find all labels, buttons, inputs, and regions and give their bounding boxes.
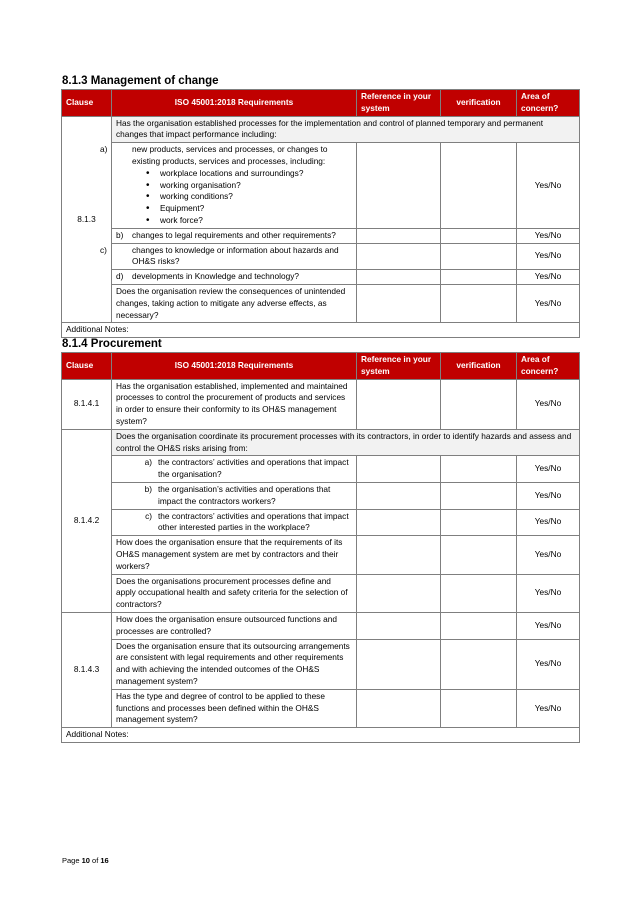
concern-cell[interactable]: Yes/No (517, 270, 580, 285)
concern-cell[interactable]: Yes/No (517, 284, 580, 322)
reference-cell[interactable] (357, 243, 441, 270)
requirement-8141: Has the organisation established, implemented and maintained processes to control the procurement of products and services in order to ensure their conformity to its OH&S management system? (112, 379, 357, 429)
header-concern: Area of concern? (517, 353, 580, 380)
footer-of: of (89, 856, 101, 865)
clause-cell: 8.1.3 (62, 116, 112, 323)
clause-cell: 8.1.4.2 (62, 429, 112, 612)
requirement-a: a) new products, services and processes, or changes to existing products, services and processes, including: • workplace locations and surroundings? • working organisation? • working conditions? • Equipment? • work force? (112, 143, 357, 229)
reference-cell[interactable] (357, 270, 441, 285)
header-reference: Reference in your system (357, 90, 441, 117)
verification-cell[interactable] (441, 689, 517, 727)
verification-cell[interactable] (441, 228, 517, 243)
concern-cell[interactable]: Yes/No (517, 379, 580, 429)
requirement-8142-q2: Does the organisations procurement processes define and apply occupational health and safety criteria for the selection of contractors? (112, 574, 357, 612)
header-concern: Area of concern? (517, 90, 580, 117)
header-verification: verification (441, 90, 517, 117)
verification-cell[interactable] (441, 612, 517, 639)
verification-cell[interactable] (441, 284, 517, 322)
header-reference: Reference in your system (357, 353, 441, 380)
concern-cell[interactable]: Yes/No (517, 689, 580, 727)
concern-cell[interactable]: Yes/No (517, 639, 580, 689)
reference-cell[interactable] (357, 284, 441, 322)
requirement-d: d) developments in Knowledge and technology? (112, 270, 357, 285)
verification-cell[interactable] (441, 536, 517, 574)
requirement-review: Does the organisation review the consequences of unintended changes, taking action to mitigate any adverse effects, as necessary? (112, 284, 357, 322)
reference-cell[interactable] (357, 536, 441, 574)
requirement-8142-c: c) the contractors’ activities and operations that impact other interested parties in the workplace? (112, 509, 357, 536)
list-item: • working organisation? (146, 180, 352, 192)
header-verification: verification (441, 353, 517, 380)
footer-page-number: 10 (81, 856, 90, 865)
verification-cell[interactable] (441, 379, 517, 429)
footer-page-total: 16 (100, 856, 109, 865)
verification-cell[interactable] (441, 482, 517, 509)
reference-cell[interactable] (357, 482, 441, 509)
verification-cell[interactable] (441, 243, 517, 270)
verification-cell[interactable] (441, 270, 517, 285)
concern-cell[interactable]: Yes/No (517, 612, 580, 639)
reference-cell[interactable] (357, 639, 441, 689)
management-of-change-table (61, 89, 580, 338)
verification-cell[interactable] (441, 456, 517, 483)
concern-cell[interactable]: Yes/No (517, 228, 580, 243)
verification-cell[interactable] (441, 509, 517, 536)
requirement-8143-q1: How does the organisation ensure outsourced functions and processes are controlled? (112, 612, 357, 639)
requirement-8142-b: b) the organisation’s activities and operations that impact the contractors workers? (112, 482, 357, 509)
concern-cell[interactable]: Yes/No (517, 456, 580, 483)
concern-cell[interactable]: Yes/No (517, 143, 580, 229)
requirement-8143-q3: Has the type and degree of control to be applied to these functions and processes been defined within the OH&S management system? (112, 689, 357, 727)
additional-notes[interactable]: Additional Notes: (62, 323, 580, 338)
intro-row: Does the organisation coordinate its procurement processes with its contractors, in order to identify hazards and assess and control the OH&S risks arising from: (112, 429, 580, 456)
reference-cell[interactable] (357, 509, 441, 536)
footer-prefix: Page (62, 856, 82, 865)
reference-cell[interactable] (357, 456, 441, 483)
list-item: • working conditions? (146, 191, 352, 203)
requirement-c: c) changes to knowledge or information about hazards and OH&S risks? (112, 243, 357, 270)
verification-cell[interactable] (441, 574, 517, 612)
header-requirements: ISO 45001:2018 Requirements (112, 90, 357, 117)
section-title-management-of-change: 8.1.3 Management of change (62, 75, 219, 87)
reference-cell[interactable] (357, 689, 441, 727)
reference-cell[interactable] (357, 228, 441, 243)
header-requirements: ISO 45001:2018 Requirements (112, 353, 357, 380)
header-clause: Clause (62, 353, 112, 380)
reference-cell[interactable] (357, 574, 441, 612)
reference-cell[interactable] (357, 143, 441, 229)
clause-cell: 8.1.4.1 (62, 379, 112, 429)
header-clause: Clause (62, 90, 112, 117)
concern-cell[interactable]: Yes/No (517, 482, 580, 509)
reference-cell[interactable] (357, 379, 441, 429)
section-title-procurement: 8.1.4 Procurement (62, 338, 162, 350)
clause-cell: 8.1.4.3 (62, 612, 112, 727)
bullet-list (116, 168, 352, 227)
concern-cell[interactable]: Yes/No (517, 536, 580, 574)
requirement-8143-q2: Does the organisation ensure that its outsourcing arrangements are consistent with legal requirements and other requirements and with achieving the intended outcomes of the OH&S management system? (112, 639, 357, 689)
concern-cell[interactable]: Yes/No (517, 243, 580, 270)
reference-cell[interactable] (357, 612, 441, 639)
list-item: • Equipment? (146, 203, 352, 215)
verification-cell[interactable] (441, 639, 517, 689)
list-item: • work force? (146, 215, 352, 227)
procurement-table (61, 352, 580, 743)
requirement-b: b) changes to legal requirements and other requirements? (112, 228, 357, 243)
list-item: • workplace locations and surroundings? (146, 168, 352, 180)
additional-notes[interactable]: Additional Notes: (62, 728, 580, 743)
page-footer (62, 856, 109, 865)
concern-cell[interactable]: Yes/No (517, 509, 580, 536)
concern-cell[interactable]: Yes/No (517, 574, 580, 612)
verification-cell[interactable] (441, 143, 517, 229)
requirement-8142-a: a) the contractors’ activities and operations that impact the organisation? (112, 456, 357, 483)
requirement-8142-q1: How does the organisation ensure that the requirements of its OH&S management system are met by contractors and their workers? (112, 536, 357, 574)
intro-row: Has the organisation established processes for the implementation and control of planned temporary and permanent changes that impact performance including: (112, 116, 580, 143)
